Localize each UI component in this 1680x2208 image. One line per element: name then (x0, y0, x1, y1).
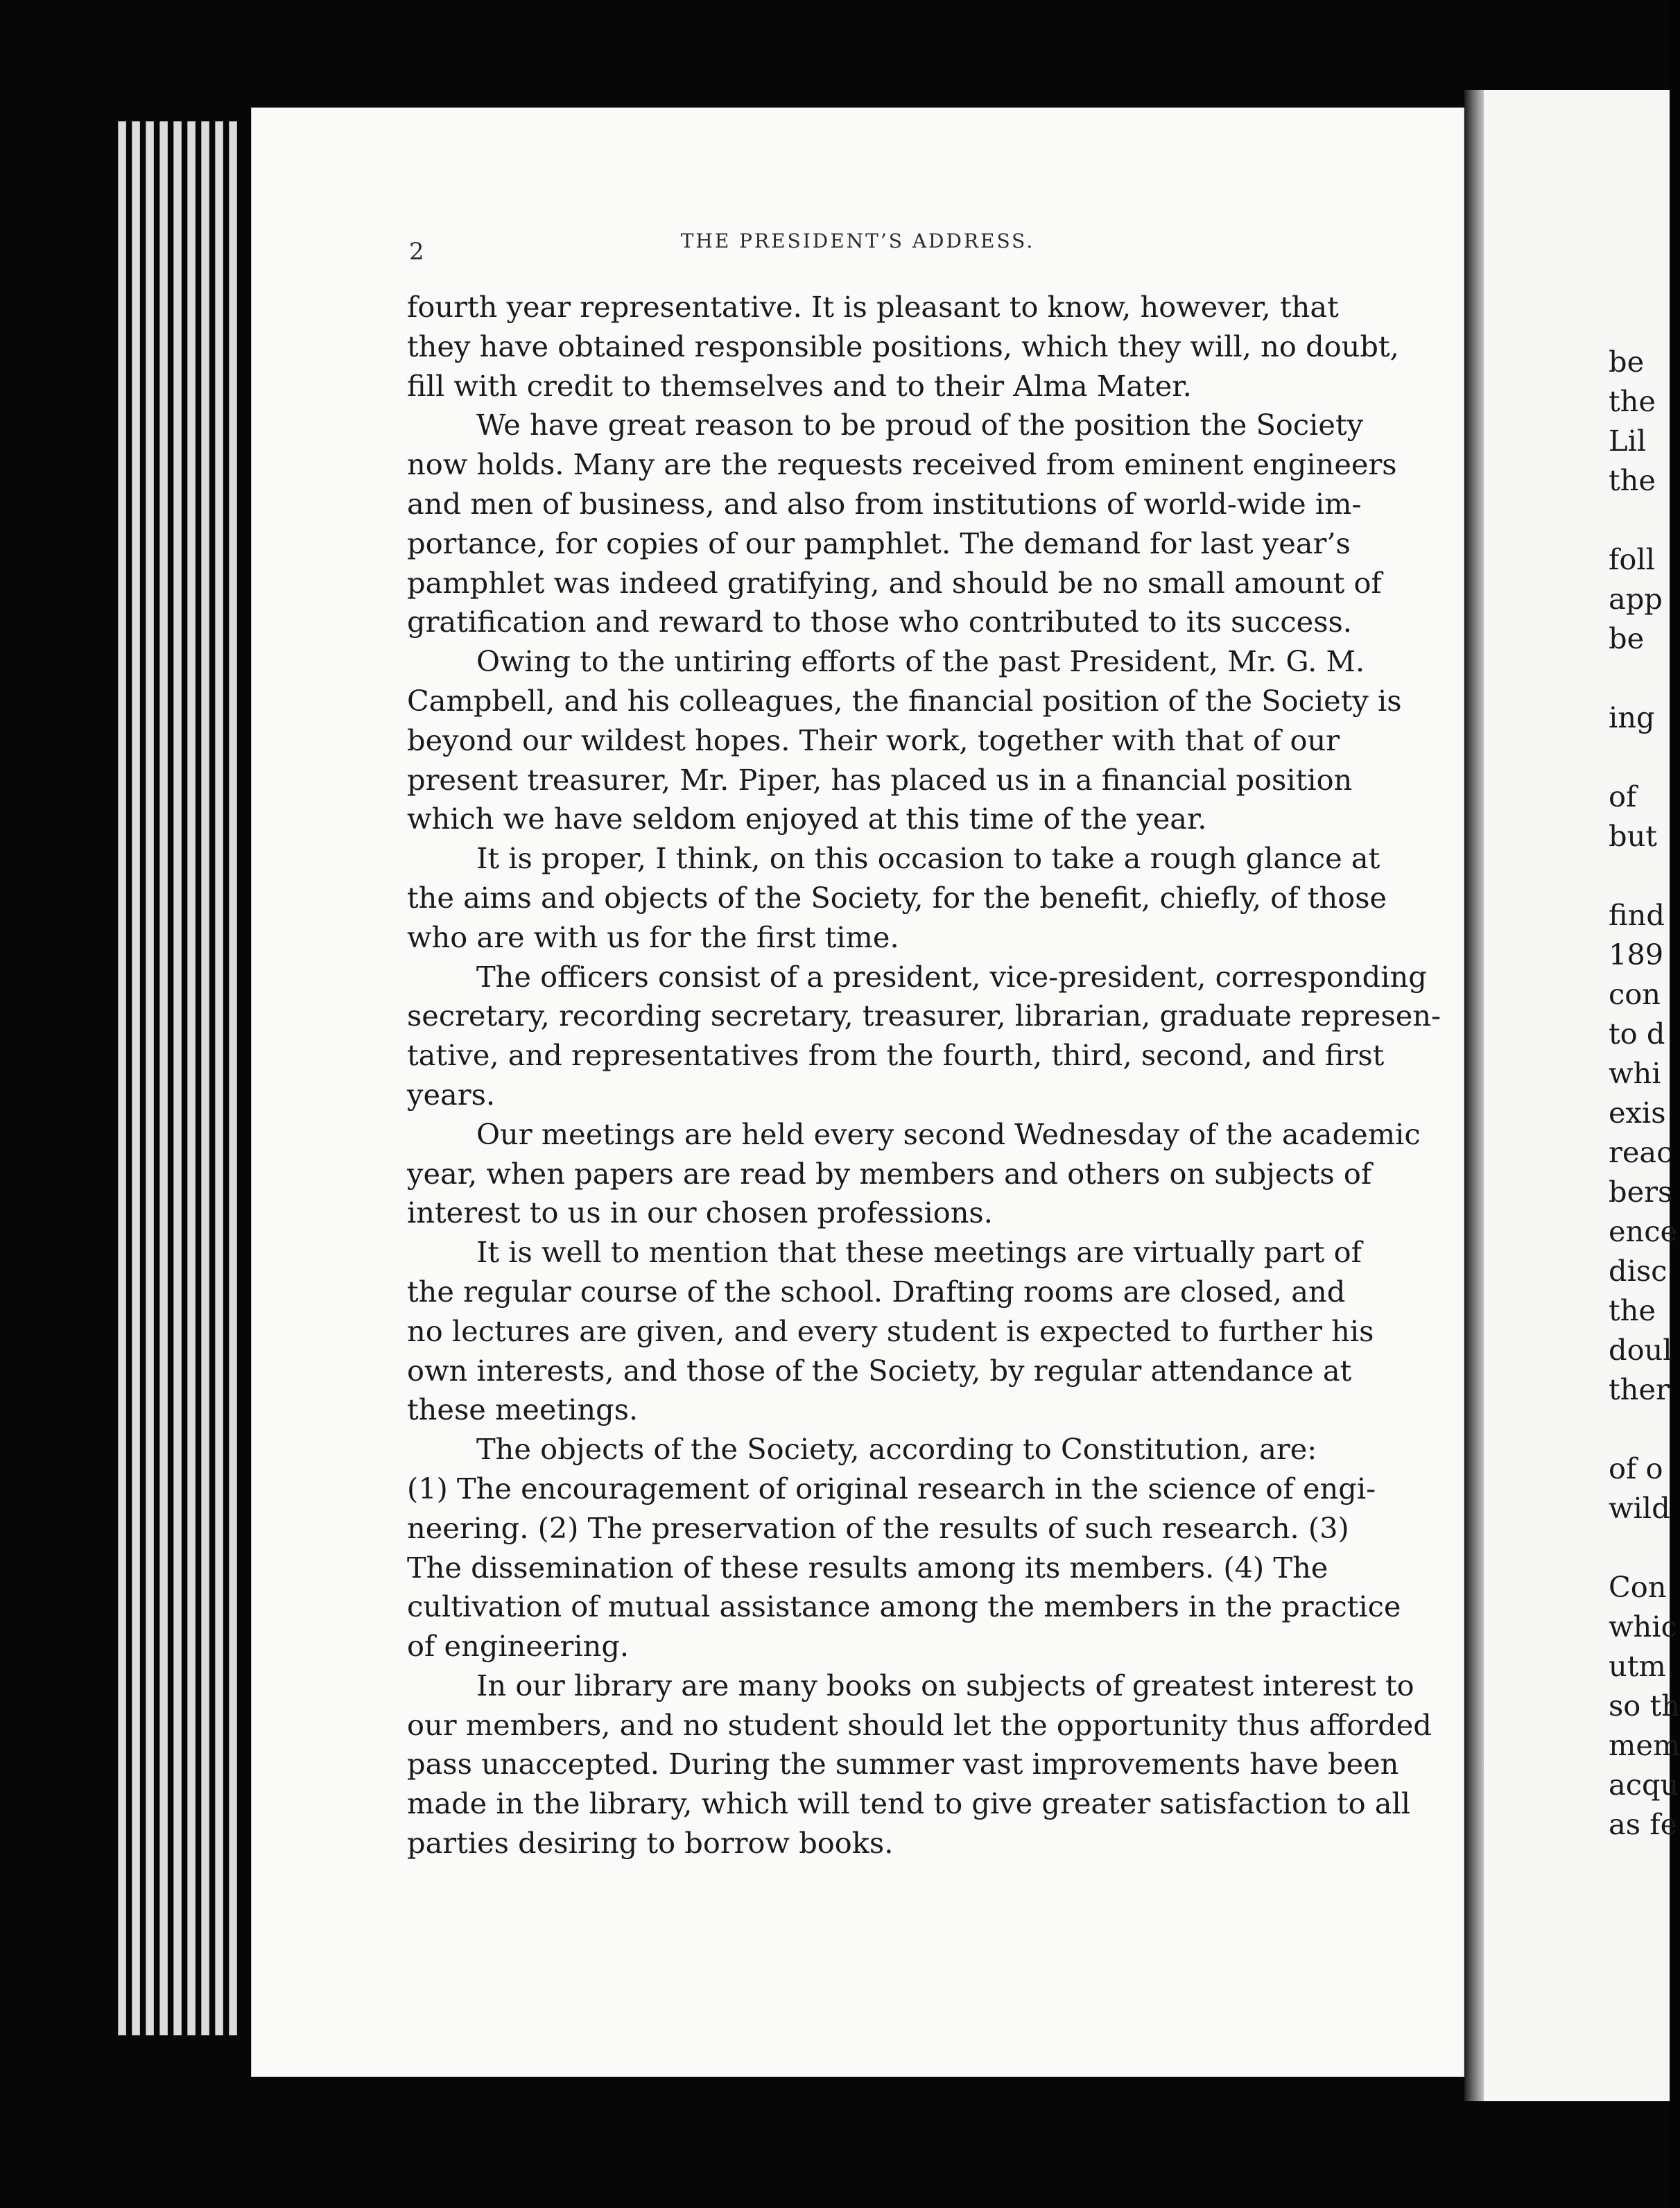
facing-fragment: the (1609, 384, 1656, 418)
facing-fragment: mem (1609, 1728, 1680, 1762)
facing-fragment: wild (1609, 1491, 1670, 1525)
facing-fragment: whi (1609, 1056, 1661, 1090)
text-line: made in the library, which will tend to give greater satisfaction to all (407, 1786, 1411, 1821)
text-line: year, when papers are read by members and others on subjects of (407, 1156, 1372, 1191)
facing-fragment: the (1609, 463, 1656, 497)
text-line: It is well to mention that these meetings are virtually part of (476, 1235, 1362, 1270)
page-edge (201, 121, 209, 2035)
facing-fragment: ence (1609, 1214, 1678, 1248)
text-line: gratification and reward to those who contributed to its success. (407, 605, 1352, 639)
facing-fragment: foll (1609, 542, 1655, 576)
running-head: THE PRESIDENT’S ADDRESS. (680, 230, 1035, 252)
facing-fragment: of (1609, 779, 1637, 813)
facing-fragment: whic (1609, 1610, 1677, 1644)
facing-fragment: 189 (1609, 938, 1664, 972)
page-edge (159, 121, 168, 2035)
text-line: own interests, and those of the Society, by regular attendance at (407, 1353, 1352, 1388)
text-line: these meetings. (407, 1392, 639, 1427)
text-line: the aims and objects of the Society, for the benefit, chiefly, of those (407, 880, 1387, 915)
facing-fragment: as fe (1609, 1807, 1678, 1841)
text-line: Our meetings are held every second Wednesday of the academic (476, 1116, 1421, 1151)
facing-fragment: Lil (1609, 424, 1647, 458)
text-line: years. (407, 1077, 496, 1112)
facing-fragment: be (1609, 345, 1645, 379)
text-line: tative, and representatives from the fourth, third, second, and first (407, 1038, 1385, 1073)
text-line: In our library are many books on subjects of greatest interest to (476, 1668, 1414, 1702)
text-line: which we have seldom enjoyed at this time of the year. (407, 802, 1207, 836)
text-line: present treasurer, Mr. Piper, has placed us in a financial position (407, 762, 1353, 797)
facing-fragment: but (1609, 819, 1657, 853)
facing-fragment: reac (1609, 1135, 1673, 1169)
page-edge (146, 121, 154, 2035)
text-line: and men of business, and also from institutions of world-wide im- (407, 486, 1362, 521)
page-edge (229, 121, 237, 2035)
facing-fragment: find (1609, 898, 1665, 932)
text-line: Owing to the untiring efforts of the past President, Mr. G. M. (476, 644, 1365, 679)
facing-fragment: ing (1609, 700, 1655, 734)
page-edge (132, 121, 140, 2035)
text-line: (1) The encouragement of original research in the science of engi- (407, 1471, 1376, 1506)
text-line: The officers consist of a president, vice-president, corresponding (476, 959, 1427, 994)
gutter (1464, 90, 1485, 2101)
text-line: cultivation of mutual assistance among the members in the practice (407, 1589, 1401, 1624)
facing-fragment: acqu (1609, 1768, 1679, 1802)
text-line: pass unaccepted. During the summer vast improvements have been (407, 1747, 1399, 1782)
page-number: 2 (409, 238, 424, 266)
page-edge (187, 121, 196, 2035)
facing-fragment: bers (1609, 1175, 1673, 1209)
facing-fragment: be (1609, 621, 1645, 655)
text-line: It is proper, I think, on this occasion to take a rough glance at (476, 841, 1380, 876)
text-line: The objects of the Society, according to Constitution, are: (476, 1432, 1317, 1467)
facing-fragment: ther (1609, 1372, 1670, 1406)
text-line: portance, for copies of our pamphlet. The demand for last year’s (407, 526, 1351, 560)
body-text (407, 288, 1441, 1863)
page-edge (118, 121, 126, 2035)
facing-fragment: to d (1609, 1017, 1665, 1051)
text-line: they have obtained responsible positions, which they will, no doubt, (407, 329, 1399, 363)
facing-fragment: disc (1609, 1254, 1668, 1288)
text-line: secretary, recording secretary, treasurer, librarian, graduate represen- (407, 999, 1441, 1033)
text-line: beyond our wildest hopes. Their work, together with that of our (407, 723, 1340, 757)
text-line: We have great reason to be proud of the position the Society (476, 408, 1364, 442)
text-line: parties desiring to borrow books. (407, 1826, 894, 1861)
facing-fragment: utm (1609, 1649, 1666, 1683)
text-line: pamphlet was indeed gratifying, and should be no small amount of (407, 565, 1382, 600)
text-line: neering. (2) The preservation of the results of such research. (3) (407, 1510, 1349, 1545)
text-line: no lectures are given, and every student is expected to further his (407, 1313, 1374, 1348)
text-line: fill with credit to themselves and to their Alma Mater. (407, 368, 1192, 403)
page-edge (173, 121, 182, 2035)
facing-fragment: of o (1609, 1451, 1663, 1485)
facing-fragment: doul (1609, 1333, 1672, 1367)
facing-fragment: con (1609, 977, 1661, 1011)
text-line: our members, and no student should let the opportunity thus afforded (407, 1707, 1432, 1742)
facing-fragment: exis (1609, 1096, 1666, 1130)
text-line: interest to us in our chosen professions. (407, 1196, 993, 1230)
text-line: The dissemination of these results among its members. (4) The (407, 1550, 1328, 1585)
text-line: fourth year representative. It is pleasant to know, however, that (407, 290, 1339, 324)
left-page (251, 107, 1464, 2077)
facing-fragment: so th (1609, 1689, 1680, 1723)
text-line: Campbell, and his colleagues, the financial position of the Society is (407, 683, 1402, 718)
text-line: who are with us for the first time. (407, 920, 899, 954)
text-line: the regular course of the school. Drafting rooms are closed, and (407, 1274, 1346, 1309)
facing-fragment: app (1609, 582, 1663, 616)
facing-fragment: the (1609, 1293, 1656, 1327)
text-line: now holds. Many are the requests received from eminent engineers (407, 447, 1397, 482)
facing-fragment: Con (1609, 1570, 1667, 1604)
page-edge (215, 121, 223, 2035)
text-line: of engineering. (407, 1629, 630, 1664)
